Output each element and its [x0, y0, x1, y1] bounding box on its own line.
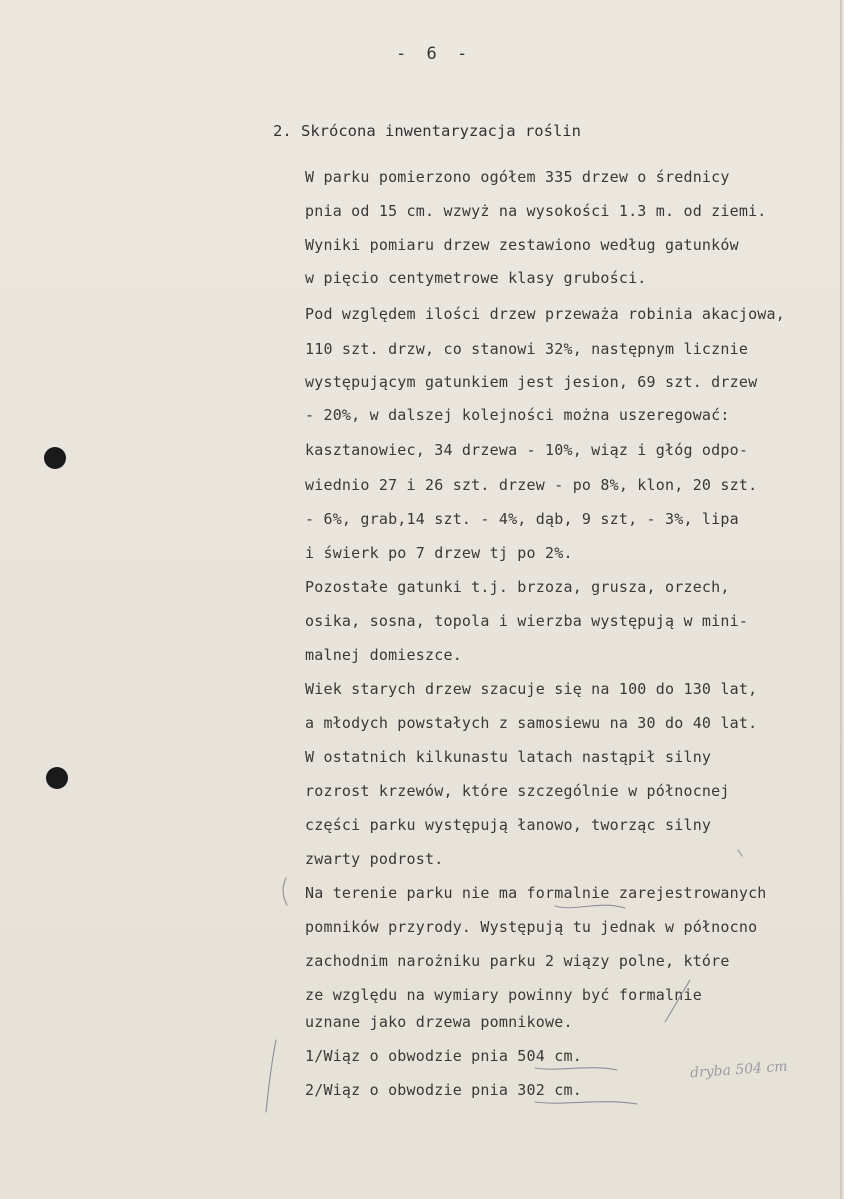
body-line: malnej domieszce. [305, 646, 462, 664]
body-line: ze względu na wymiary powinny być formalnie [305, 986, 702, 1004]
underline-mark [535, 1102, 637, 1104]
body-line: zwarty podrost. [305, 850, 444, 868]
body-line: wiednio 27 i 26 szt. drzew - po 8%, klon, 20 szt. [305, 476, 758, 494]
body-line: pomników przyrody. Występują tu jednak w północno [305, 918, 758, 936]
body-line: występującym gatunkiem jest jesion, 69 szt. drzew [305, 373, 758, 391]
handwritten-note: dryba 504 cm [689, 1058, 789, 1082]
body-line: 2/Wiąz o obwodzie pnia 302 cm. [305, 1081, 582, 1099]
pencil-tick [738, 850, 742, 856]
body-line: W parku pomierzono ogółem 335 drzew o średnicy [305, 168, 730, 186]
body-line: i świerk po 7 drzew tj po 2%. [305, 544, 573, 562]
body-line: osika, sosna, topola i wierzba występują w mini- [305, 612, 749, 630]
underline-mark [555, 905, 625, 908]
body-line: Wyniki pomiaru drzew zestawiono według gatunków [305, 236, 739, 254]
body-line: Na terenie parku nie ma formalnie zarejestrowanych [305, 884, 767, 902]
body-line: Pod względem ilości drzew przeważa robinia akacjowa, [305, 305, 785, 323]
body-line: zachodnim narożniku parku 2 wiązy polne, które [305, 952, 730, 970]
body-line: kasztanowiec, 34 drzewa - 10%, wiąz i głóg odpo- [305, 441, 749, 459]
section-heading: 2. Skrócona inwentaryzacja roślin [273, 122, 581, 140]
body-line: - 20%, w dalszej kolejności można uszeregować: [305, 406, 730, 424]
underline-mark [535, 1068, 617, 1070]
body-line: 110 szt. drzw, co stanowi 32%, następnym licznie [305, 340, 749, 358]
body-line: - 6%, grab,14 szt. - 4%, dąb, 9 szt, - 3%, lipa [305, 510, 739, 528]
body-line: pnia od 15 cm. wzwyż na wysokości 1.3 m. od ziemi. [305, 202, 767, 220]
strike-mark [665, 980, 690, 1022]
page-number: - 6 - [396, 44, 473, 64]
body-line: a młodych powstałych z samosiewu na 30 do 40 lat. [305, 714, 758, 732]
body-line: W ostatnich kilkunastu latach nastąpił silny [305, 748, 712, 766]
body-line: Wiek starych drzew szacuje się na 100 do 130 lat, [305, 680, 758, 698]
body-line: w pięcio centymetrowe klasy grubości. [305, 269, 647, 287]
body-line: części parku występują łanowo, tworząc silny [305, 816, 712, 834]
body-line: 1/Wiąz o obwodzie pnia 504 cm. [305, 1047, 582, 1065]
body-line: rozrost krzewów, które szczególnie w północnej [305, 782, 730, 800]
body-line: uznane jako drzewa pomnikowe. [305, 1013, 573, 1031]
bracket-mark [283, 878, 287, 905]
margin-line [266, 1040, 276, 1112]
body-line: Pozostałe gatunki t.j. brzoza, grusza, orzech, [305, 578, 730, 596]
